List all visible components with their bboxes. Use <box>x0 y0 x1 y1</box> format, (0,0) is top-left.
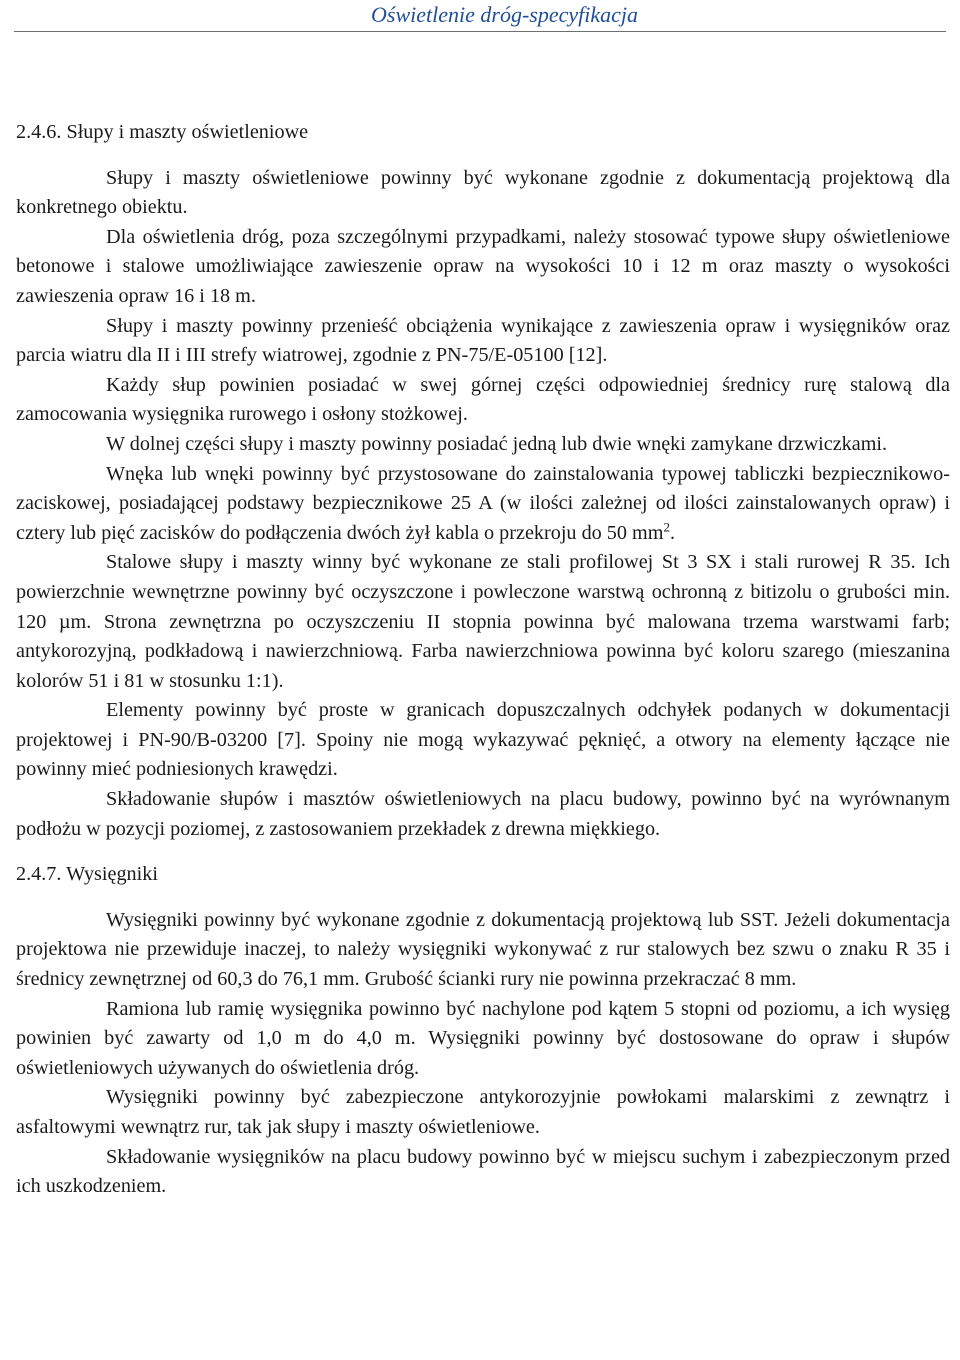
document-body <box>16 118 950 1202</box>
paragraph: Ramiona lub ramię wysięgnika powinno być nachylone pod kątem 5 stopni od poziomu, a ich wysięg powinien być zawarty od 1,0 m do 4,0 m. Wysięgniki powinny być dostosowane do opraw i słupów oświetleniowych używanych do oświetlenia dróg. <box>16 997 950 1079</box>
paragraph: Dla oświetlenia dróg, poza szczególnymi przypadkami, należy stosować typowe słupy oświetleniowe betonowe i stalowe umożliwiające zawieszenie opraw na wysokości 10 i 12 m oraz maszty o wysokości zawieszenia opraw 16 i 18 m. <box>16 225 950 307</box>
paragraph: Słupy i maszty oświetleniowe powinny być wykonane zgodnie z dokumentacją projektową dla konkretnego obiektu. <box>16 166 950 219</box>
paragraph-text: Wnęka lub wnęki powinny być przystosowane do zainstalowania typowej tabliczki bezpiecznikowo-zaciskowej, posiadającej podstawy bezpiecznikowe 25 A (w ilości zależnej od ilości zainstalowanych opraw) i cztery lub pięć zacisków do podłączenia dwóch żył kabla o przekroju do 50 mm <box>16 462 950 544</box>
paragraph: Każdy słup powinien posiadać w swej górnej części odpowiedniej średnicy rurę stalową dla zamocowania wysięgnika rurowego i osłony stożkowej. <box>16 373 950 426</box>
paragraph: Elementy powinny być proste w granicach dopuszczalnych odchyłek podanych w dokumentacji projektowej i PN-90/B-03200 [7]. Spoiny nie mogą wykazywać pęknięć, a otwory na elementy łączące nie powinny mieć podniesionych krawędzi. <box>16 699 950 781</box>
paragraph: Stalowe słupy i maszty winny być wykonane ze stali profilowej St 3 SX i stali rurowej R 35. Ich powierzchnie wewnętrzne powinny być oczyszczone i powleczone warstwą ochronną z bitizolu o grubości min. 120 µm. Strona zewnętrzna po oczyszczeniu II stopnia powinna być malowana trzema warstwami farb; antykorozyjną, podkładową i nawierzchniową. Farba nawierzchniowa powinna być koloru szarego (mieszanina kolorów 51 i 81 w stosunku 1:1). <box>16 551 950 692</box>
section-heading-2-4-6: 2.4.6. Słupy i maszty oświetleniowe <box>16 121 309 143</box>
paragraph: Wysięgniki powinny być zabezpieczone antykorozyjnie powłokami malarskimi z zewnątrz i asfaltowymi wewnątrz rur, tak jak słupy i maszty oświetleniowe. <box>16 1086 950 1138</box>
paragraph: Składowanie słupów i masztów oświetleniowych na placu budowy, powinno być na wyrównanym podłożu w pozycji poziomej, z zastosowaniem przekładek z drewna miękkiego. <box>16 788 950 840</box>
superscript: 2 <box>663 518 670 534</box>
paragraph: Składowanie wysięgników na placu budowy powinno być w miejscu suchym i zabezpieczonym przed ich uszkodzeniem. <box>16 1145 950 1198</box>
paragraph: W dolnej części słupy i maszty powinny posiadać jedną lub dwie wnęki zamykane drzwiczkami. <box>106 432 888 455</box>
paragraph: Słupy i maszty powinny przenieść obciążenia wynikające z zawieszenia opraw i wysięgników oraz parcia wiatru dla II i III strefy wiatrowej, zgodnie z PN-75/E-05100 [12]. <box>16 314 950 367</box>
paragraph-end: . <box>669 521 675 544</box>
running-header-title: Oświetlenie dróg-specyfikacja <box>371 2 638 27</box>
header-rule <box>14 31 946 32</box>
section-heading-2-4-7: 2.4.7. Wysięgniki <box>16 863 158 886</box>
paragraph-with-superscript <box>16 460 950 549</box>
paragraph: Wysięgniki powinny być wykonane zgodnie z dokumentacją projektową lub SST. Jeżeli dokumentacja projektowa nie przewiduje inaczej, to należy wysięgniki wykonywać z rur stalowych bez szwu o znaku R 35 i średnicy zewnętrznej od 60,3 do 76,1 mm. Grubość ścianki rury nie powinna przekraczać 8 mm. <box>16 908 950 991</box>
